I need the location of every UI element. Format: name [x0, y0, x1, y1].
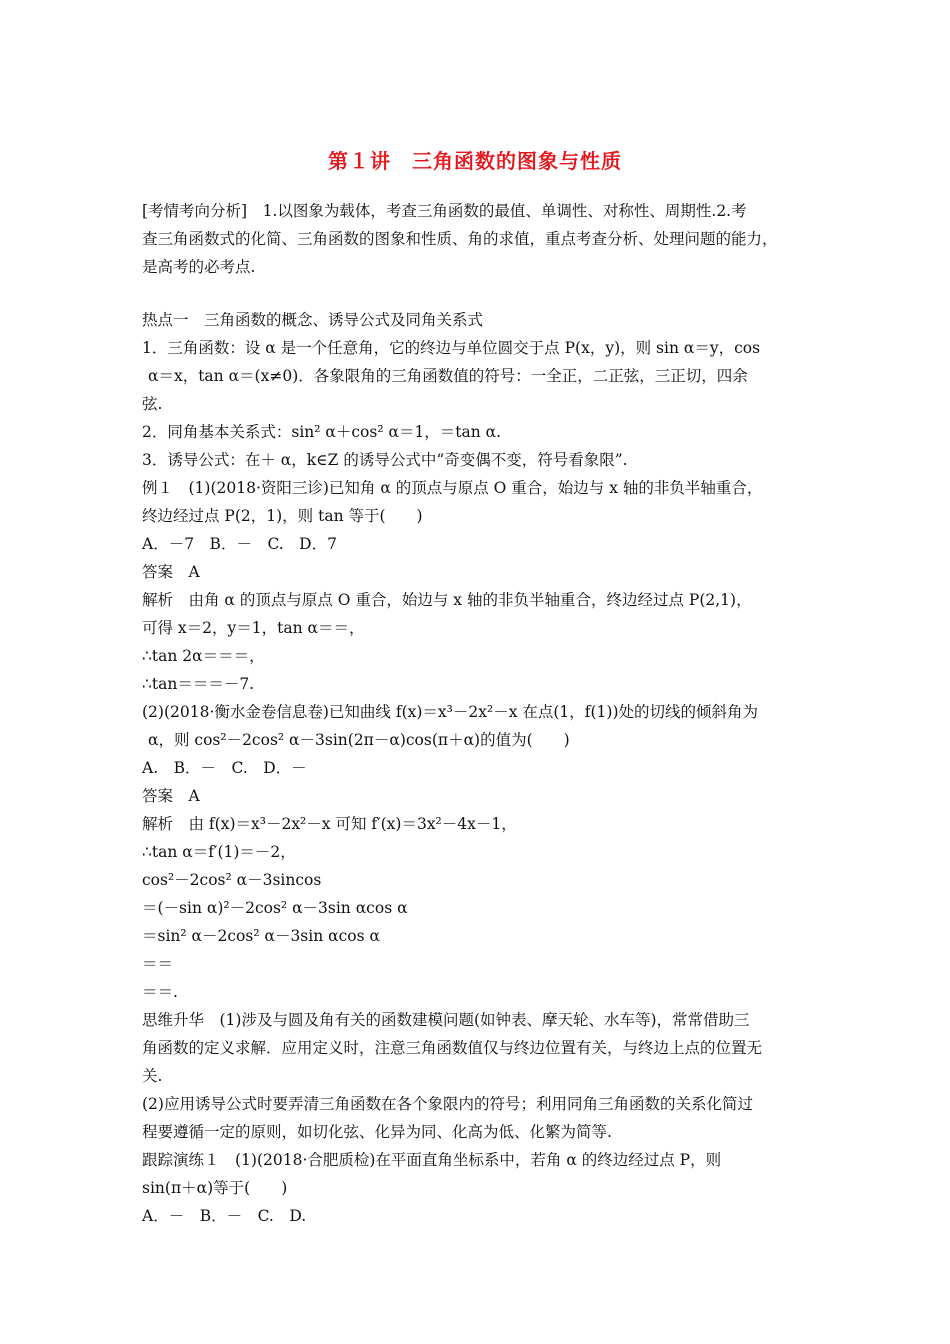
solution-line: ＝＝: [142, 955, 174, 973]
summary-line: 程要遵循一定的原则，如切化弦、化异为同、化高为低、化繁为简等.: [142, 1123, 612, 1141]
text-line: 2．同角基本关系式：sin² α＋cos² α＝1，＝tan α.: [142, 423, 502, 441]
practice-line: 跟踪演练１ (1)(2018·合肥质检)在平面直角坐标系中，若角 α 的终边经过点 P，则: [142, 1151, 722, 1169]
answer-line: 答案 A: [142, 787, 200, 805]
solution-line: ＝(－sin α)²－2cos² α－3sin αcos α: [142, 899, 408, 917]
example-line: α，则 cos²－2cos² α－3sin(2π－α)cos(π＋α)的值为( ): [148, 731, 570, 749]
text-line: 3．诱导公式：在＋ α，k∈Z 的诱导公式中“奇变偶不变，符号看象限”.: [142, 451, 628, 469]
intro-line-3: 是高考的必考点.: [142, 258, 256, 276]
intro-line-1: [考情考向分析] 1.以图象为载体，考查三角函数的最值、单调性、对称性、周期性.2.考: [142, 202, 747, 220]
summary-line: 关.: [142, 1067, 163, 1085]
solution-line: ∴tan 2α＝＝＝，: [142, 647, 265, 665]
solution-line: 解析 由 f(x)＝x³－2x²－x 可知 f′(x)＝3x²－4x－1，: [142, 815, 517, 833]
solution-line: ∴tan α＝f′(1)＝－2，: [142, 843, 296, 861]
page-title: 第１讲 三角函数的图象与性质: [328, 149, 622, 173]
practice-line: sin(π＋α)等于( ): [142, 1179, 288, 1197]
text-line: α＝x，tan α＝(x≠0)．各象限角的三角函数值的符号：一全正，二正弦，三正切，四余: [148, 367, 748, 385]
section-heading: 热点一 三角函数的概念、诱导公式及同角关系式: [142, 311, 484, 329]
solution-line: 可得 x＝2，y＝1，tan α＝＝，: [142, 619, 365, 637]
options-line: A．－ B．－ C. D.: [142, 1207, 307, 1225]
intro-line-2: 查三角函数式的化简、三角函数的图象和性质、角的求值，重点考查分析、处理问题的能力，: [142, 230, 778, 248]
solution-line: 解析 由角 α 的顶点与原点 O 重合，始边与 x 轴的非负半轴重合，终边经过点 P(2,1)，: [142, 591, 752, 609]
text-line: 1．三角函数：设 α 是一个任意角，它的终边与单位圆交于点 P(x，y)，则 sin α＝y，cos: [142, 339, 761, 357]
example-line: 例１ (1)(2018·资阳三诊)已知角 α 的顶点与原点 O 重合，始边与 x 轴的非负半轴重合，: [142, 479, 763, 497]
example-line: 终边经过点 P(2，1)，则 tan 等于( ): [142, 507, 423, 525]
summary-line: 思维升华 (1)涉及与圆及角有关的函数建模问题(如钟表、摩天轮、水车等)，常常借助三: [142, 1011, 750, 1029]
solution-line: cos²－2cos² α－3sincos: [142, 871, 322, 889]
options-line: A. B．－ C. D．－: [142, 759, 307, 777]
summary-line: 角函数的定义求解．应用定义时，注意三角函数值仅与终边位置有关，与终边上点的位置无: [142, 1039, 763, 1057]
answer-line: 答案 A: [142, 563, 200, 581]
options-line: A．－7 B．－ C. D．7: [142, 535, 337, 553]
example-line: (2)(2018·衡水金卷信息卷)已知曲线 f(x)＝x³－2x²－x 在点(1，f(1))处的切线的倾斜角为: [142, 703, 759, 721]
solution-line: ＝＝.: [142, 983, 178, 1001]
text-line: 弦.: [142, 395, 163, 413]
summary-line: (2)应用诱导公式时要弄清三角函数在各个象限内的符号；利用同角三角函数的关系化简过: [142, 1095, 753, 1113]
solution-line: ＝sin² α－2cos² α－3sin αcos α: [142, 927, 380, 945]
solution-line: ∴tan＝＝＝－7.: [142, 675, 255, 693]
